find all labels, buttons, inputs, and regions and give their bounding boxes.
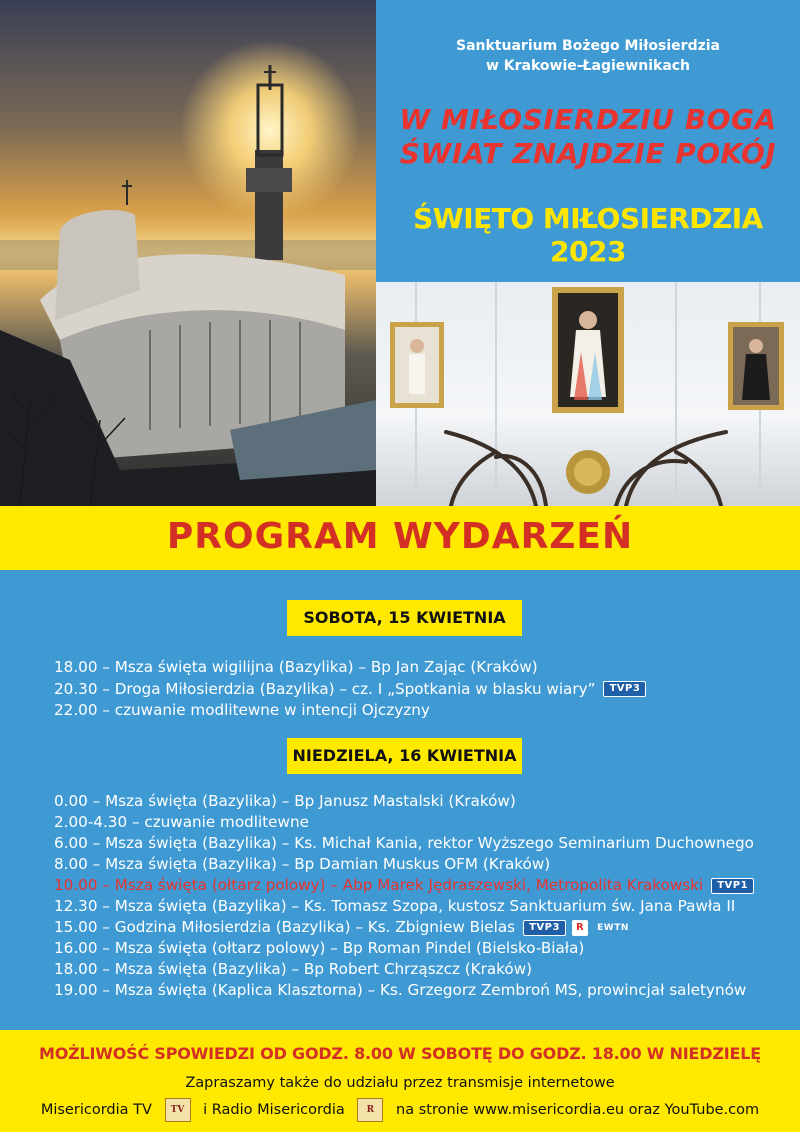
website-label: na stronie www.misericordia.eu oraz YouTube.com [396, 1102, 760, 1118]
radio-r-logo-icon: R [572, 920, 588, 936]
invite-text: Zapraszamy także do udziału przez transmisje internetowe [185, 1075, 615, 1091]
sanctuary-line-2: w Krakowie-Łagiewnikach [485, 58, 691, 74]
event-text: 16.00 – Msza święta (ołtarz polowy) – Bp Roman Pindel (Bielsko-Biała) [54, 939, 585, 957]
event-text: 12.30 – Msza święta (Bazylika) – Ks. Tomasz Szopa, kustosz Sanktuarium św. Jana Pawła II [54, 897, 736, 915]
radio-misericordia-label: i Radio Misericordia [203, 1102, 345, 1118]
event-item [54, 833, 754, 854]
event-item [54, 854, 754, 875]
channels-line [0, 1098, 800, 1122]
event-item [54, 657, 646, 679]
event-text: 2.00-4.30 – czuwanie modlitewne [54, 813, 309, 831]
event-item [54, 938, 754, 959]
event-text: 15.00 – Godzina Miłosierdzia (Bazylika) – Ks. Zbigniew Bielas [54, 918, 516, 936]
event-text: 0.00 – Msza święta (Bazylika) – Bp Janusz Mastalski (Kraków) [54, 792, 516, 810]
event-text: 10.00 – Msza święta (ołtarz polowy) – Abp Marek Jędraszewski, Metropolita Krakowski [54, 876, 704, 894]
event-text: 18.00 – Msza święta wigilijna (Bazylika) – Bp Jan Zając (Kraków) [54, 658, 538, 676]
motto-line-1: W MIŁOSIERDZIU BOGA [399, 103, 777, 136]
sanctuary-name [376, 36, 800, 76]
confession-notice: MOŻLIWOŚĆ SPOWIEDZI OD GODZ. 8.00 W SOBOTĘ DO GODZ. 18.00 W NIEDZIELĘ [39, 1044, 761, 1063]
event-text: 20.30 – Droga Miłosierdzia (Bazylika) – cz. I „Spotkania w blasku wiary” [54, 679, 596, 698]
event-item [54, 917, 754, 938]
radio-misericordia-logo-icon: R [357, 1098, 383, 1122]
saturday-events [54, 657, 646, 722]
program-title-bar [0, 506, 800, 570]
event-text: 22.00 – czuwanie modlitewne w intencji Ojczyzny [54, 701, 430, 719]
event-item [54, 700, 646, 722]
event-item-highlighted [54, 875, 754, 896]
event-item [54, 679, 646, 701]
event-item [54, 791, 754, 812]
feast-title: ŚWIĘTO MIŁOSIERDZIA 2023 [413, 202, 763, 268]
motto [376, 103, 800, 171]
misericordia-tv-label: Misericordia TV [40, 1102, 152, 1118]
motto-line-2: ŚWIAT ZNAJDZIE POKÓJ [399, 137, 777, 170]
altar-photo [376, 282, 800, 506]
tvp3-logo-icon: TVP3 [523, 920, 566, 936]
event-item [54, 980, 754, 1001]
misericordia-tv-logo-icon: TV [165, 1098, 191, 1122]
sunday-events [54, 791, 754, 1001]
ewtn-logo-icon: EWTN [597, 922, 629, 933]
event-item [54, 896, 754, 917]
event-text: 6.00 – Msza święta (Bazylika) – Ks. Michał Kania, rektor Wyższego Seminarium Duchownego [54, 834, 754, 852]
day-badge-saturday: SOBOTA, 15 KWIETNIA [287, 600, 522, 636]
basilica-photo [0, 0, 376, 506]
tvp3-logo-icon: TVP3 [603, 681, 646, 697]
event-item [54, 959, 754, 980]
header-block [376, 0, 800, 282]
event-text: 19.00 – Msza święta (Kaplica Klasztorna) – Ks. Grzegorz Zembroń MS, prowincjał saletynów [54, 981, 747, 999]
day-badge-sunday: NIEDZIELA, 16 KWIETNIA [287, 738, 522, 774]
basilica-illustration [0, 0, 376, 506]
event-item [54, 812, 754, 833]
program-title: PROGRAM WYDARZEŃ [166, 516, 634, 557]
sanctuary-line-1: Sanktuarium Bożego Miłosierdzia [456, 38, 720, 54]
footer [0, 1030, 800, 1132]
event-text: 18.00 – Msza święta (Bazylika) – Bp Robert Chrząszcz (Kraków) [54, 960, 533, 978]
event-text: 8.00 – Msza święta (Bazylika) – Bp Damian Muskus OFM (Kraków) [54, 855, 551, 873]
altar-illustration [376, 282, 800, 506]
tvp1-logo-icon: TVP1 [711, 878, 754, 894]
